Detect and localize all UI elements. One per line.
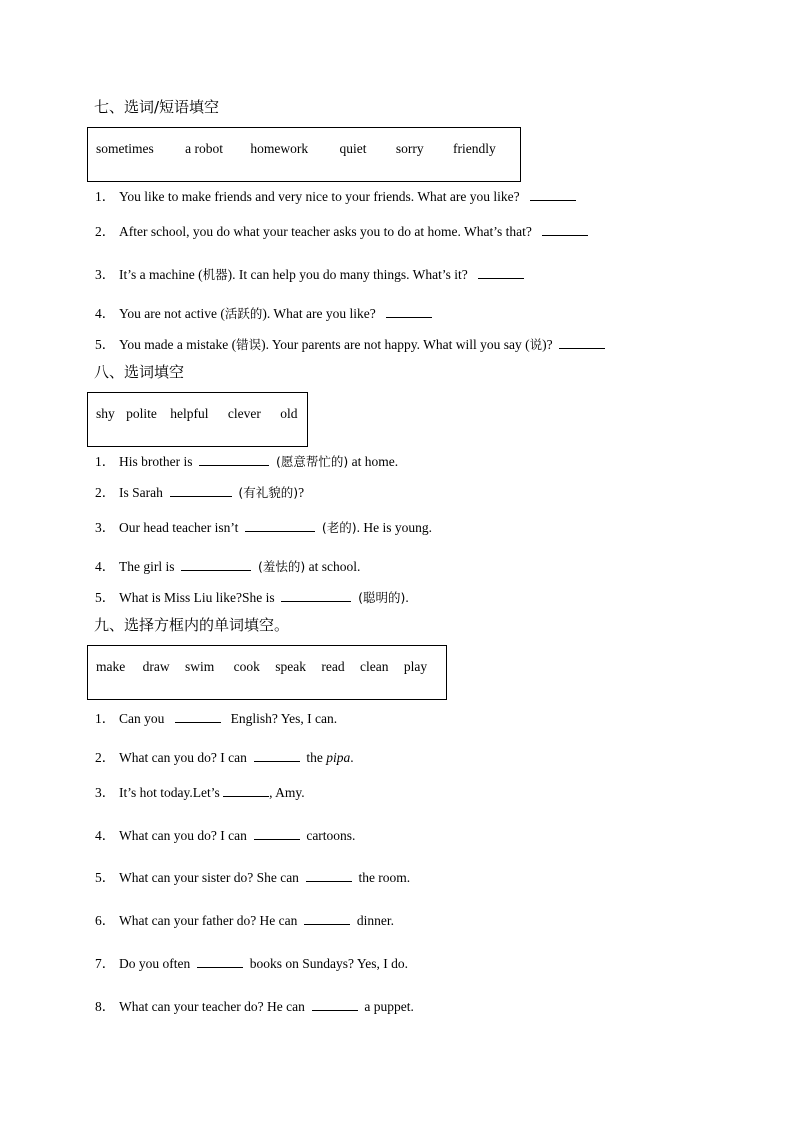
word-option: clever <box>227 406 261 421</box>
question-8-3: 3． Our head teacher isn’t (老的). He is young. <box>95 520 432 535</box>
question-9-3: 3． It’s hot today.Let’s , Amy. <box>95 785 305 800</box>
word-option: friendly <box>453 141 496 156</box>
answer-blank[interactable] <box>304 912 350 925</box>
answer-blank[interactable] <box>175 710 221 723</box>
answer-blank[interactable] <box>197 955 243 968</box>
word-box-7 <box>87 127 521 182</box>
answer-blank[interactable] <box>254 827 300 840</box>
word-option: shy <box>96 406 115 421</box>
question-8-1: 1． His brother is (愿意帮忙的) at home. <box>95 454 399 469</box>
answer-blank[interactable] <box>223 784 269 797</box>
question-9-2: 2． What can you do? I can the pipa. <box>95 750 354 765</box>
section-7-title: 七、选词/短语填空 <box>94 98 220 116</box>
word-option: sometimes <box>96 141 154 156</box>
question-7-2: 2． After school, you do what your teacher asks you to do at home. What’s that? <box>95 220 588 240</box>
word-option: read <box>321 659 345 674</box>
word-option: homework <box>250 141 309 156</box>
answer-blank[interactable] <box>245 519 315 532</box>
question-7-1: 1． You like to make friends and very nice to your friends. What are you like? <box>95 185 576 205</box>
word-option: cook <box>233 659 260 674</box>
answer-blank[interactable] <box>254 749 300 762</box>
question-9-5: 5． What can your sister do? She can the room. <box>95 870 411 885</box>
word-box-8 <box>87 392 308 447</box>
question-8-4: 4． The girl is (羞怯的) at school. <box>95 559 361 574</box>
question-9-8: 8． What can your teacher do? He can a puppet. <box>95 999 414 1014</box>
word-box-9 <box>87 645 447 700</box>
answer-blank[interactable] <box>199 453 269 466</box>
answer-blank[interactable] <box>530 188 576 201</box>
question-7-3: 3． It’s a machine (机器). It can help you do many things. What’s it? <box>95 263 524 283</box>
answer-blank[interactable] <box>281 589 351 602</box>
word-option: speak <box>275 659 307 674</box>
word-option: clean <box>360 659 389 674</box>
word-option: quiet <box>339 141 367 156</box>
word-option: polite <box>126 406 157 421</box>
answer-blank[interactable] <box>559 336 605 349</box>
answer-blank[interactable] <box>312 998 358 1011</box>
question-7-5: 5． You made a mistake (错误). Your parents are not happy. What will you say (说)? <box>95 333 605 353</box>
word-option: a robot <box>185 141 223 156</box>
answer-blank[interactable] <box>478 266 524 279</box>
word-option: helpful <box>170 406 209 421</box>
question-8-5: 5． What is Miss Liu like?She is (聪明的). <box>95 590 409 605</box>
question-9-1: 1． Can you English? Yes, I can. <box>95 711 338 726</box>
answer-blank[interactable] <box>542 223 588 236</box>
word-option: play <box>403 659 428 674</box>
word-option: sorry <box>395 141 424 156</box>
word-option: swim <box>185 659 215 674</box>
section-9-title: 九、选择方框内的单词填空。 <box>94 616 290 634</box>
word-option: old <box>280 406 298 421</box>
answer-blank[interactable] <box>181 558 251 571</box>
answer-blank[interactable] <box>306 869 352 882</box>
section-8-title: 八、选词填空 <box>94 363 185 381</box>
word-option: make <box>96 659 126 674</box>
word-option: draw <box>142 659 170 674</box>
question-9-6: 6． What can your father do? He can dinner. <box>95 913 395 928</box>
answer-blank[interactable] <box>386 305 432 318</box>
answer-blank[interactable] <box>170 484 232 497</box>
question-9-4: 4． What can you do? I can cartoons. <box>95 828 356 843</box>
question-8-2: 2． Is Sarah (有礼貌的)? <box>95 485 305 500</box>
question-7-4: 4． You are not active (活跃的). What are you like? <box>95 302 432 322</box>
question-9-7: 7． Do you often books on Sundays? Yes, I do. <box>95 956 409 971</box>
